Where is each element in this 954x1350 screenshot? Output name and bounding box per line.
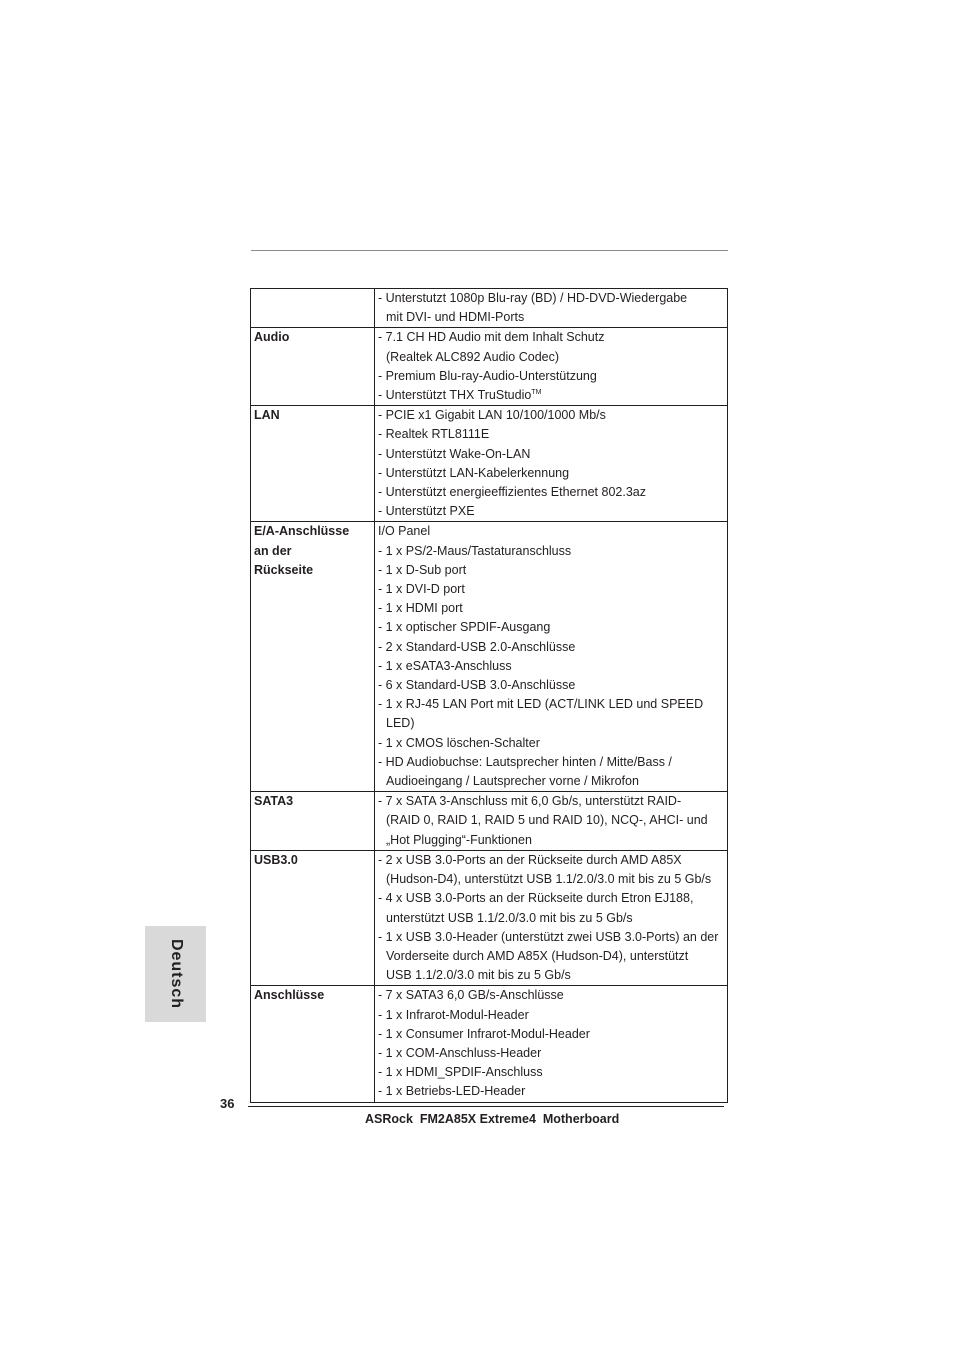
spec-label bbox=[251, 850, 375, 985]
footer-divider bbox=[248, 1106, 724, 1107]
spec-line bbox=[378, 870, 727, 889]
spec-line bbox=[378, 928, 727, 947]
spec-row bbox=[251, 850, 728, 985]
spec-label bbox=[251, 792, 375, 851]
spec-line bbox=[378, 425, 727, 444]
spec-label bbox=[251, 986, 375, 1102]
spec-line-text: - 1 x HDMI_SPDIF-Anschluss bbox=[378, 1065, 543, 1080]
spec-line-text: - 1 x Betriebs-LED-Header bbox=[378, 1084, 526, 1099]
spec-line-text: - Unterstützt PXE bbox=[378, 504, 475, 519]
spec-row bbox=[251, 986, 728, 1102]
spec-line-text: - 6 x Standard-USB 3.0-Anschlüsse bbox=[378, 678, 576, 693]
spec-line-text: - 1 x COM-Anschluss-Header bbox=[378, 1045, 542, 1060]
spec-line bbox=[378, 580, 727, 599]
spec-line bbox=[378, 714, 727, 733]
spec-line-text: - Unterstützt LAN-Kabelerkennung bbox=[378, 465, 570, 480]
spec-line bbox=[378, 522, 727, 541]
spec-line bbox=[378, 792, 727, 811]
spec-line-text: - Unterstützt energieeffizientes Ethernet 802.3az bbox=[378, 485, 646, 500]
spec-line bbox=[378, 1006, 727, 1025]
spec-line-text: Vorderseite durch AMD A85X (Hudson-D4), unterstützt bbox=[386, 948, 689, 963]
spec-line-text: - 1 x D-Sub port bbox=[378, 562, 467, 577]
spec-line-text: - 2 x USB 3.0-Ports an der Rückseite durch AMD A85X bbox=[378, 852, 682, 867]
spec-line-text: - HD Audiobuchse: Lautsprecher hinten / Mitte/Bass / bbox=[378, 754, 672, 769]
spec-line bbox=[378, 657, 727, 676]
spec-line-text: - 7.1 CH HD Audio mit dem Inhalt Schutz bbox=[378, 330, 605, 345]
spec-line-text: - 1 x HDMI port bbox=[378, 601, 463, 616]
spec-content bbox=[375, 289, 728, 328]
spec-line-text: (RAID 0, RAID 1, RAID 5 und RAID 10), NCQ-, AHCI- und bbox=[386, 813, 708, 828]
spec-row bbox=[251, 522, 728, 792]
spec-line bbox=[378, 831, 727, 850]
spec-table bbox=[250, 288, 728, 1103]
spec-label-line: Anschlüsse bbox=[254, 988, 325, 1003]
spec-line-text: - 1 x optischer SPDIF-Ausgang bbox=[378, 620, 551, 635]
spec-content bbox=[375, 792, 728, 851]
spec-line bbox=[378, 308, 727, 327]
spec-line-text: - Unterstutzt 1080p Blu-ray (BD) / HD-DVD-Wiedergabe bbox=[378, 291, 688, 305]
spec-line-text: „Hot Plugging“-Funktionen bbox=[386, 832, 532, 847]
spec-line bbox=[378, 966, 727, 985]
spec-line bbox=[378, 986, 727, 1005]
spec-line-text: Audioeingang / Lautsprecher vorne / Mikrofon bbox=[386, 774, 639, 789]
spec-line bbox=[378, 734, 727, 753]
spec-line-text: - 1 x PS/2-Maus/Tastaturanschluss bbox=[378, 543, 572, 558]
spec-line bbox=[378, 1063, 727, 1082]
spec-line bbox=[378, 618, 727, 637]
spec-label bbox=[251, 522, 375, 792]
spec-content bbox=[375, 850, 728, 985]
spec-label-line: Audio bbox=[254, 330, 290, 345]
spec-table-body bbox=[251, 289, 728, 1103]
spec-line-text: - 1 x DVI-D port bbox=[378, 582, 465, 597]
spec-line bbox=[378, 909, 727, 928]
spec-content bbox=[375, 328, 728, 406]
spec-line-text: - 1 x CMOS löschen-Schalter bbox=[378, 735, 540, 750]
spec-line bbox=[378, 851, 727, 870]
spec-line-text: - 1 x Infrarot-Modul-Header bbox=[378, 1007, 529, 1022]
spec-row bbox=[251, 328, 728, 406]
spec-label bbox=[251, 406, 375, 522]
spec-line-text: - Unterstützt THX TruStudio bbox=[378, 388, 532, 403]
spec-label-line: USB3.0 bbox=[254, 852, 298, 867]
page-number: 36 bbox=[220, 1096, 235, 1111]
top-divider bbox=[251, 250, 728, 251]
spec-line-text: - 4 x USB 3.0-Ports an der Rückseite durch Etron EJ188, bbox=[378, 891, 694, 906]
spec-line bbox=[378, 289, 727, 308]
spec-label-line: an der bbox=[254, 543, 292, 558]
spec-line-text: unterstützt USB 1.1/2.0/3.0 mit bis zu 5 Gb/s bbox=[386, 910, 633, 925]
spec-label-line: Rückseite bbox=[254, 562, 314, 577]
spec-label-line: SATA3 bbox=[254, 794, 294, 809]
spec-line bbox=[378, 483, 727, 502]
spec-row bbox=[251, 792, 728, 851]
spec-row bbox=[251, 289, 728, 328]
spec-line bbox=[378, 638, 727, 657]
spec-content bbox=[375, 986, 728, 1102]
spec-line-text: - 1 x RJ-45 LAN Port mit LED (ACT/LINK LED und SPEED bbox=[378, 697, 704, 712]
spec-line bbox=[378, 367, 727, 386]
spec-line-text: - 2 x Standard-USB 2.0-Anschlüsse bbox=[378, 639, 576, 654]
spec-line-text: - 1 x Consumer Infrarot-Modul-Header bbox=[378, 1026, 590, 1041]
spec-line-text: - 1 x eSATA3-Anschluss bbox=[378, 658, 512, 673]
spec-line bbox=[378, 386, 727, 405]
trademark-superscript: TM bbox=[531, 388, 542, 396]
spec-line bbox=[378, 542, 727, 561]
spec-line bbox=[378, 445, 727, 464]
spec-label-line: E/A-Anschlüsse bbox=[254, 524, 350, 539]
spec-line-text: - 1 x USB 3.0-Header (unterstützt zwei USB 3.0-Ports) an der bbox=[378, 929, 719, 944]
spec-line bbox=[378, 676, 727, 695]
spec-line bbox=[378, 561, 727, 580]
spec-line-text: (Realtek ALC892 Audio Codec) bbox=[386, 349, 560, 364]
spec-line bbox=[378, 947, 727, 966]
spec-label bbox=[251, 289, 375, 328]
spec-line-text: (Hudson-D4), unterstützt USB 1.1/2.0/3.0 mit bis zu 5 Gb/s bbox=[386, 872, 712, 887]
spec-line-text: - Premium Blu-ray-Audio-Unterstützung bbox=[378, 368, 597, 383]
spec-line-text: - 7 x SATA 3-Anschluss mit 6,0 Gb/s, unterstützt RAID- bbox=[378, 794, 682, 809]
spec-label-line: LAN bbox=[254, 408, 280, 423]
spec-line bbox=[378, 811, 727, 830]
spec-line-text: I/O Panel bbox=[378, 524, 431, 539]
spec-content bbox=[375, 406, 728, 522]
spec-content bbox=[375, 522, 728, 792]
spec-row bbox=[251, 406, 728, 522]
spec-line-text: LED) bbox=[386, 716, 415, 731]
language-side-tab bbox=[145, 926, 206, 1022]
spec-line bbox=[378, 406, 727, 425]
spec-line-text: - 7 x SATA3 6,0 GB/s-Anschlüsse bbox=[378, 988, 564, 1003]
spec-line bbox=[378, 1082, 727, 1101]
side-tab-label: Deutsch bbox=[167, 938, 185, 1010]
spec-line bbox=[378, 464, 727, 483]
spec-line bbox=[378, 1044, 727, 1063]
spec-line bbox=[378, 502, 727, 521]
spec-line-text: - PCIE x1 Gigabit LAN 10/100/1000 Mb/s bbox=[378, 408, 606, 423]
spec-line bbox=[378, 348, 727, 367]
spec-line-text: - Unterstützt Wake-On-LAN bbox=[378, 446, 531, 461]
spec-line bbox=[378, 599, 727, 618]
spec-line bbox=[378, 695, 727, 714]
spec-line-text: USB 1.1/2.0/3.0 mit bis zu 5 Gb/s bbox=[386, 968, 571, 983]
spec-line bbox=[378, 772, 727, 791]
spec-line bbox=[378, 328, 727, 347]
spec-line-text: - Realtek RTL8111E bbox=[378, 427, 490, 442]
spec-line-text: mit DVI- und HDMI-Ports bbox=[386, 310, 525, 325]
spec-line bbox=[378, 889, 727, 908]
footer-product-name: ASRock FM2A85X Extreme4 Motherboard bbox=[365, 1112, 620, 1126]
spec-line bbox=[378, 753, 727, 772]
spec-label bbox=[251, 328, 375, 406]
spec-line bbox=[378, 1025, 727, 1044]
